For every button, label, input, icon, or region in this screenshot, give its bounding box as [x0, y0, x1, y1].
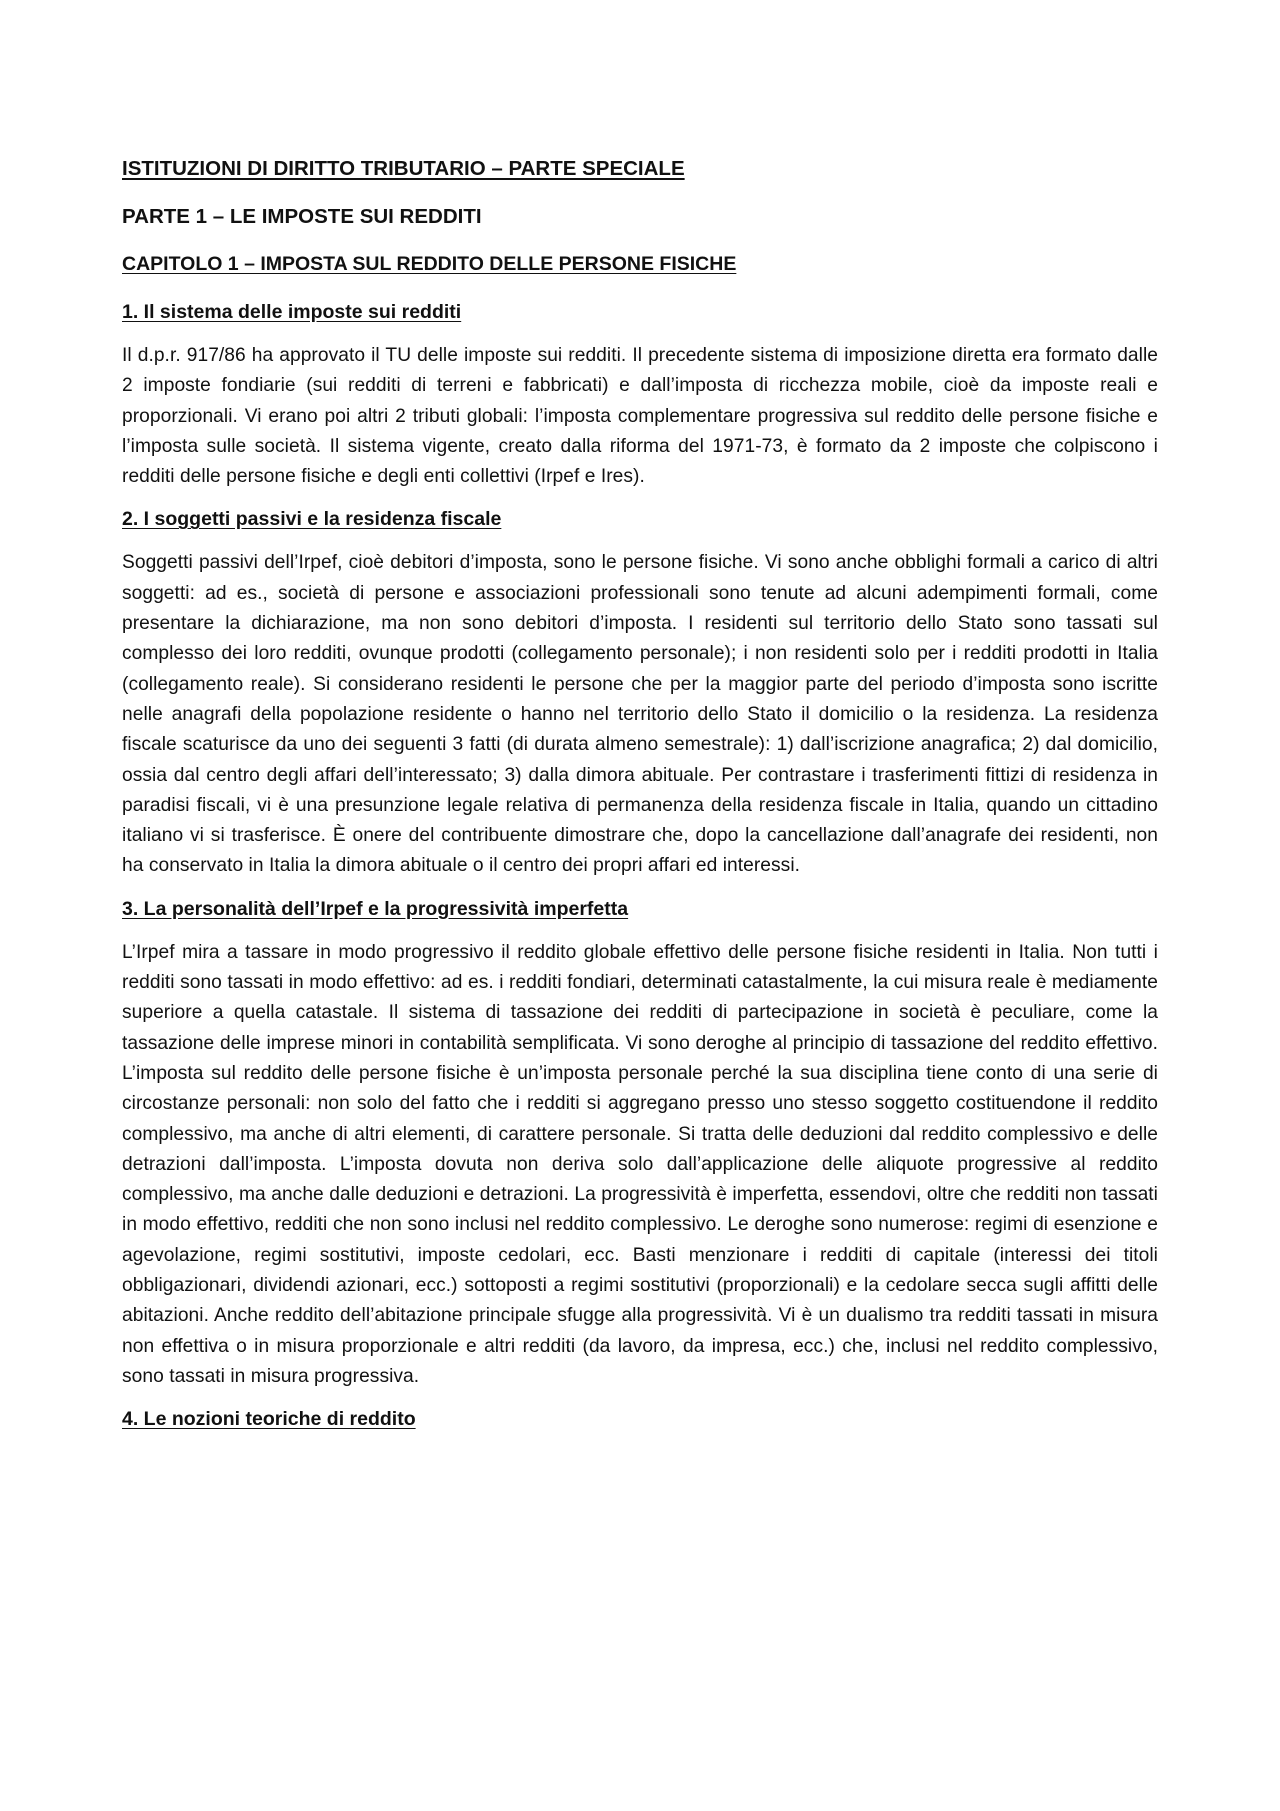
- section-body-3: L’Irpef mira a tassare in modo progressivo il reddito globale effettivo delle persone fisiche residenti in Italia. Non tutti i redditi sono tassati in modo effettivo: ad es. i redditi fondiari, determinati catastalmente, la cui misura reale è mediamente superiore a quella catastale. Il sistema di tassazione dei redditi di partecipazione in società è peculiare, come la tassazione delle imprese minori in contabilità semplificata. Vi sono deroghe al principio di tassazione del reddito effettivo. L’imposta sul reddito delle persone fisiche è un’imposta personale perché la sua disciplina tiene conto di una serie di circostanze personali: non solo del fatto che i redditi si aggregano presso uno stesso soggetto costituendone il reddito complessivo, ma anche di altri elementi, di carattere personale. Si tratta delle deduzioni dal reddito complessivo e delle detrazioni dall’imposta. L’imposta dovuta non deriva solo dall’applicazione delle aliquote progressive al reddito complessivo, ma anche dalle deduzioni e detrazioni. La progressività è imperfetta, essendovi, oltre che redditi non tassati in modo effettivo, redditi che non sono inclusi nel reddito complessivo. Le deroghe sono numerose: regimi di esenzione e agevolazione, regimi sostitutivi, imposte cedolari, ecc. Basti menzionare i redditi di capitale (interessi dei titoli obbligazionari, dividendi azionari, ecc.) sottoposti a regimi sostitutivi (proporzionali) e la cedolare secca sugli affitti delle abitazioni. Anche reddito dell’abitazione principale sfugge alla progressività. Vi è un dualismo tra redditi tassati in misura non effettiva o in misura proporzionale e altri redditi (da lavoro, da impresa, ecc.) che, inclusi nel reddito complessivo, sono tassati in misura progressiva.: [122, 941, 1158, 1387]
- section-heading-2: 2. I soggetti passivi e la residenza fiscale: [122, 508, 502, 531]
- section-heading-1: 1. Il sistema delle imposte sui redditi: [122, 301, 462, 323]
- document-page: [122, 150, 1158, 1448]
- chapter-title: CAPITOLO 1 – IMPOSTA SUL REDDITO DELLE PERSONE FISICHE: [122, 253, 737, 275]
- document-title: ISTITUZIONI DI DIRITTO TRIBUTARIO – PARTE SPECIALE: [122, 157, 685, 180]
- section-body-2: Soggetti passivi dell’Irpef, cioè debitori d’imposta, sono le persone fisiche. Vi sono anche obblighi formali a carico di altri soggetti: ad es., società di persone e associazioni professionali sono tenute ad alcuni adempimenti formali, come presentare la dichiarazione, ma non sono debitori d’imposta. I residenti sul territorio dello Stato sono tassati sul complesso dei loro redditi, ovunque prodotti (collegamento personale); i non residenti solo per i redditi prodotti in Italia (collegamento reale). Si considerano residenti le persone che per la maggior parte del periodo d’imposta sono iscritte nelle anagrafi della popolazione residente o hanno nel territorio dello Stato il domicilio o la residenza. La residenza fiscale scaturisce da uno dei seguenti 3 fatti (di durata almeno semestrale): 1) dall’iscrizione anagrafica; 2) dal domicilio, ossia dal centro degli affari dell’interessato; 3) dalla dimora abituale. Per contrastare i trasferimenti fittizi di residenza in paradisi fiscali, vi è una presunzione legale relativa di permanenza della residenza fiscale in Italia, quando un cittadino italiano vi si trasferisce. È onere del contribuente dimostrare che, dopo la cancellazione dall’anagrafe dei residenti, non ha conservato in Italia la dimora abituale o il centro dei propri affari ed interessi.: [122, 552, 1158, 877]
- section-body-1: Il d.p.r. 917/86 ha approvato il TU delle imposte sui redditi. Il precedente sistema di imposizione diretta era formato dalle 2 imposte fondiarie (sui redditi di terreni e fabbricati) e dall’imposta di ricchezza mobile, cioè da imposte reali e proporzionali. Vi erano poi altri 2 tributi globali: l’imposta complementare progressiva sul reddito delle persone fisiche e l’imposta sulle società. Il sistema vigente, creato dalla riforma del 1971-73, è formato da 2 imposte che colpiscono i redditi delle persone fisiche e degli enti collettivi (Irpef e Ires).: [122, 345, 1158, 488]
- section-heading-3: 3. La personalità dell’Irpef e la progressività imperfetta: [122, 897, 629, 920]
- part-title: PARTE 1 – LE IMPOSTE SUI REDDITI: [122, 205, 482, 228]
- section-heading-4: 4. Le nozioni teoriche di reddito: [122, 1408, 416, 1431]
